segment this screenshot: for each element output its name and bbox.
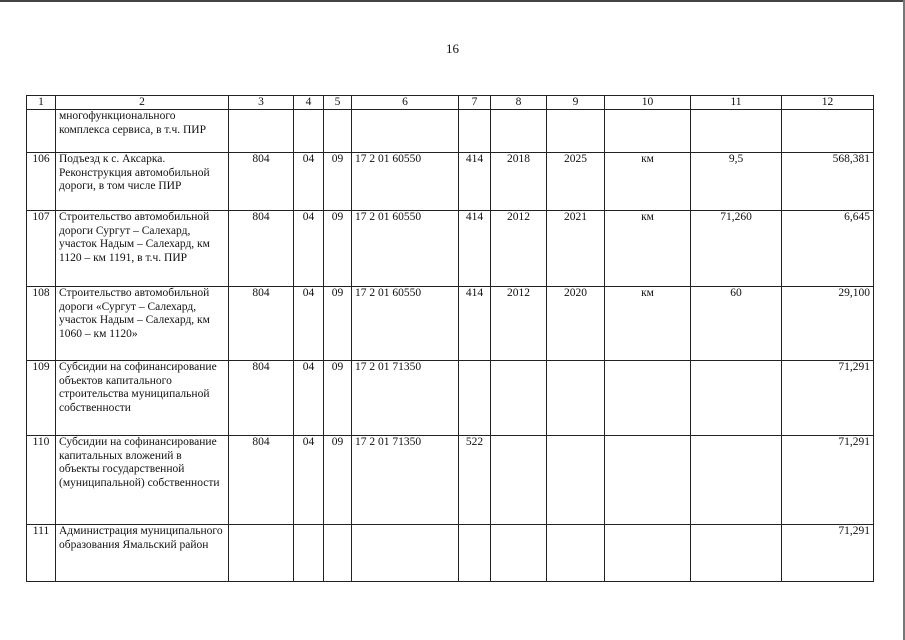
target-code-cell (352, 110, 459, 153)
capacity-cell (691, 436, 782, 525)
target-code-cell: 17 2 01 60550 (352, 153, 459, 211)
column-header: 10 (605, 96, 691, 110)
section-cell (294, 525, 324, 582)
code-cell: 804 (229, 361, 294, 436)
code-cell: 804 (229, 211, 294, 287)
end-year-cell (547, 361, 605, 436)
column-header: 6 (352, 96, 459, 110)
section-cell: 04 (294, 211, 324, 287)
table-header-row (27, 96, 874, 110)
code-cell: 804 (229, 153, 294, 211)
item-name-cell: Администрация муниципального образования Ямальский район (56, 525, 229, 582)
row-number-cell (27, 110, 56, 153)
column-header: 9 (547, 96, 605, 110)
unit-cell (605, 436, 691, 525)
start-year-cell (491, 525, 547, 582)
target-code-cell: 17 2 01 71350 (352, 361, 459, 436)
column-header: 7 (459, 96, 491, 110)
end-year-cell: 2025 (547, 153, 605, 211)
row-number-cell: 110 (27, 436, 56, 525)
start-year-cell: 2012 (491, 287, 547, 361)
target-code-cell: 17 2 01 60550 (352, 287, 459, 361)
page-number: 16 (446, 41, 459, 56)
row-number-cell: 106 (27, 153, 56, 211)
section-cell: 04 (294, 361, 324, 436)
target-code-cell: 17 2 01 71350 (352, 436, 459, 525)
amount-cell: 71,291 (782, 436, 874, 525)
item-name-cell: Подъезд к с. Аксарка. Реконструкция автомобильной дороги, в том числе ПИР (56, 153, 229, 211)
row-number-cell: 108 (27, 287, 56, 361)
capacity-cell: 71,260 (691, 211, 782, 287)
item-name-cell: многофункционального комплекса сервиса, в т.ч. ПИР (56, 110, 229, 153)
column-header: 2 (56, 96, 229, 110)
subsection-cell: 09 (324, 153, 352, 211)
column-header: 4 (294, 96, 324, 110)
capacity-cell: 60 (691, 287, 782, 361)
capacity-cell (691, 361, 782, 436)
item-name-cell: Субсидии на софинансирование объектов капитального строительства муниципальной собственности (56, 361, 229, 436)
code-cell (229, 110, 294, 153)
target-code-cell: 17 2 01 60550 (352, 211, 459, 287)
end-year-cell: 2021 (547, 211, 605, 287)
amount-cell: 71,291 (782, 361, 874, 436)
start-year-cell (491, 361, 547, 436)
item-name-cell: Субсидии на софинансирование капитальных вложений в объекты государственной (муниципальной) собственности (56, 436, 229, 525)
column-header: 12 (782, 96, 874, 110)
amount-cell: 6,645 (782, 211, 874, 287)
table-row (27, 153, 874, 211)
table-row (27, 525, 874, 582)
expense-type-cell (459, 110, 491, 153)
subsection-cell: 09 (324, 361, 352, 436)
subsection-cell: 09 (324, 436, 352, 525)
table-row (27, 287, 874, 361)
column-header: 1 (27, 96, 56, 110)
expense-type-cell: 414 (459, 211, 491, 287)
end-year-cell: 2020 (547, 287, 605, 361)
expense-type-cell: 522 (459, 436, 491, 525)
table-row (27, 361, 874, 436)
start-year-cell (491, 110, 547, 153)
amount-cell (782, 110, 874, 153)
amount-cell: 568,381 (782, 153, 874, 211)
end-year-cell (547, 525, 605, 582)
target-code-cell (352, 525, 459, 582)
section-cell: 04 (294, 436, 324, 525)
item-name-cell: Строительство автомобильной дороги Сургут – Салехард, участок Надым – Салехард, км 1120 – км 1191, в т.ч. ПИР (56, 211, 229, 287)
capacity-cell (691, 110, 782, 153)
expense-type-cell (459, 525, 491, 582)
column-header: 8 (491, 96, 547, 110)
start-year-cell: 2018 (491, 153, 547, 211)
subsection-cell (324, 525, 352, 582)
column-header: 3 (229, 96, 294, 110)
section-cell: 04 (294, 287, 324, 361)
table-row (27, 436, 874, 525)
subsection-cell: 09 (324, 287, 352, 361)
start-year-cell (491, 436, 547, 525)
column-header: 11 (691, 96, 782, 110)
code-cell (229, 525, 294, 582)
code-cell: 804 (229, 287, 294, 361)
unit-cell (605, 361, 691, 436)
row-number-cell: 109 (27, 361, 56, 436)
expense-type-cell: 414 (459, 153, 491, 211)
end-year-cell (547, 436, 605, 525)
unit-cell: км (605, 287, 691, 361)
expense-type-cell: 414 (459, 287, 491, 361)
start-year-cell: 2012 (491, 211, 547, 287)
capacity-cell: 9,5 (691, 153, 782, 211)
amount-cell: 71,291 (782, 525, 874, 582)
expense-type-cell (459, 361, 491, 436)
section-cell (294, 110, 324, 153)
row-number-cell: 111 (27, 525, 56, 582)
unit-cell: км (605, 211, 691, 287)
capacity-cell (691, 525, 782, 582)
column-header: 5 (324, 96, 352, 110)
unit-cell (605, 525, 691, 582)
unit-cell (605, 110, 691, 153)
code-cell: 804 (229, 436, 294, 525)
section-cell: 04 (294, 153, 324, 211)
item-name-cell: Строительство автомобильной дороги «Сургут – Салехард, участок Надым – Салехард, км 1060 – км 1120» (56, 287, 229, 361)
row-number-cell: 107 (27, 211, 56, 287)
subsection-cell (324, 110, 352, 153)
amount-cell: 29,100 (782, 287, 874, 361)
end-year-cell (547, 110, 605, 153)
subsection-cell: 09 (324, 211, 352, 287)
unit-cell: км (605, 153, 691, 211)
page-top-rule (0, 0, 905, 2)
budget-table (26, 95, 874, 582)
table-row (27, 211, 874, 287)
table-row (27, 110, 874, 153)
